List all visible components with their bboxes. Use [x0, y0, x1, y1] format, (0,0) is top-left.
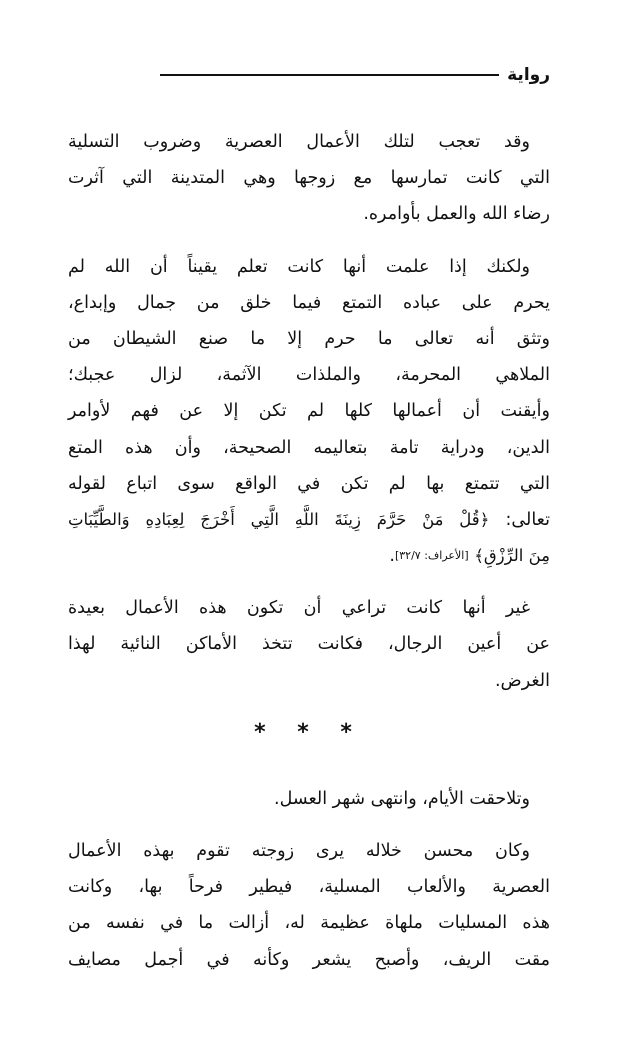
running-title: رواية	[507, 65, 550, 85]
text-line: وكان محسن خلاله يرى زوجته تقوم بهذه الأعمال	[68, 841, 530, 861]
paragraph-3	[68, 590, 550, 699]
section-separator: * * *	[254, 719, 364, 745]
text-line: الدين، ودراية تامة بتعاليمه الصحيحة، وأن هذه المتع	[68, 437, 550, 458]
quran-line-end	[68, 538, 550, 574]
text-line: عن أعين الرجال، فكانت تتخذ الأماكن النائية لهذا	[68, 634, 550, 655]
quran-reference: [الأعراف: ٣٢/٧]	[394, 549, 469, 563]
text-line: يحرم على عباده التمتع فيما خلق من جمال وإبداع،	[68, 292, 550, 313]
text-line: هذه المسليات ملهاة عظيمة له، أزالت ما في نفسه من	[68, 913, 550, 934]
text-line: وأيقنت أن أعمالها كلها لم تكن إلا عن فهم لأوامر	[68, 401, 550, 422]
text-line: وتثق أنه تعالى ما حرم إلا ما صنع الشيطان من	[68, 328, 550, 349]
paragraph-1	[68, 124, 550, 233]
text-line: العصرية والألعاب المسلية، فيطير فرحاً بها، وكانت	[68, 877, 550, 898]
body-text	[68, 124, 550, 994]
quran-verse-end: مِنَ الرِّزْقِ﴾	[474, 546, 550, 566]
text-line: غير أنها كانت تراعي أن تكون هذه الأعمال بعيدة	[68, 598, 530, 619]
quran-prefix: تعالى:	[505, 509, 550, 530]
header-rule	[160, 74, 499, 76]
paragraph-4	[68, 781, 550, 817]
text-line: التي كانت تمارسها مع زوجها وهي المتدينة التي آثرت	[68, 168, 550, 189]
text-line: الغرض.	[494, 670, 550, 691]
text-line: وقد تعجب لتلك الأعمال العصرية وضروب التسلية	[68, 132, 530, 152]
paragraph-5	[68, 833, 550, 978]
quran-period: .	[389, 546, 395, 567]
text-line: وتلاحقت الأيام، وانتهى شهر العسل.	[274, 788, 530, 809]
text-line: التي تتمتع بها لم تكن في الواقع سوى اتباع لقوله	[68, 473, 550, 494]
text-line: رضاء الله والعمل بأوامره.	[363, 204, 550, 225]
quran-line	[68, 502, 550, 538]
text-line: مقت الريف، وأصبح يشعر وكأنه في أجمل مصايف	[68, 949, 550, 970]
text-line: ولكنك إذا علمت أنها كانت تعلم يقيناً أن الله لم	[68, 256, 530, 277]
text-line: الملاهي المحرمة، والملذات الآثمة، لزال عجبك؛	[68, 365, 550, 386]
page-header	[160, 60, 550, 90]
paragraph-2	[68, 249, 550, 575]
quran-verse: ﴿قُلْ مَنْ حَرَّمَ زِينَةَ اللَّهِ الَّتِي أَخْرَجَ لِعِبَادِهِ وَالطَّيِّبَاتِ	[68, 509, 490, 529]
